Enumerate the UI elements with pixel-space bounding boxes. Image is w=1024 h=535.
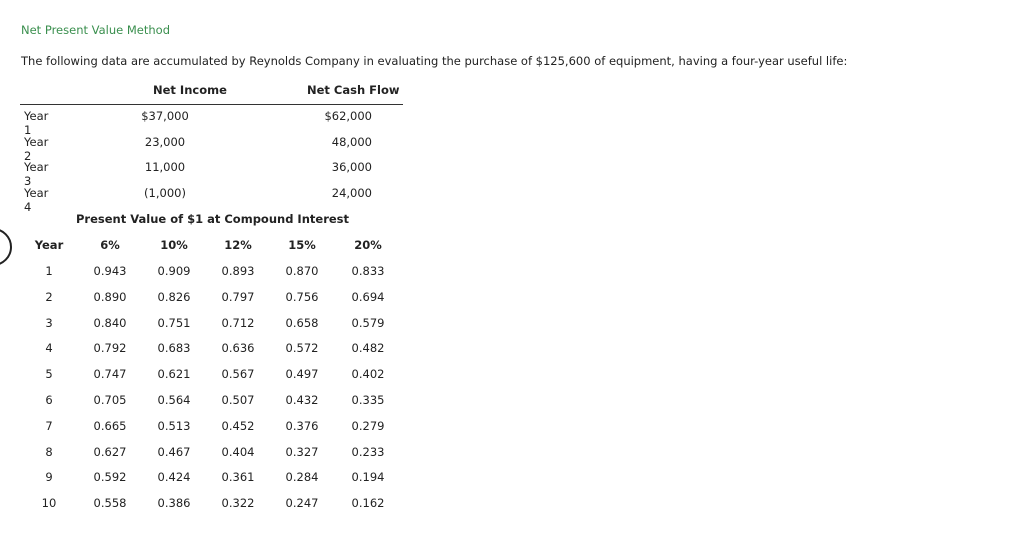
pv-factor-cell: 0.247 (285, 496, 319, 511)
pv-factor-cell: 0.890 (93, 289, 127, 304)
net-cash-flow-value: 36,000 (331, 160, 372, 174)
pv-factor-cell: 0.284 (285, 470, 319, 485)
pv-factor-cell: 0.797 (221, 289, 255, 304)
pv-factor-cell: 0.335 (351, 393, 385, 407)
circle-marker-icon (0, 228, 12, 266)
net-cash-flow-value: $62,000 (324, 109, 372, 123)
pv-factor-cell: 0.636 (221, 341, 255, 356)
net-income-value: $37,000 (141, 109, 189, 123)
pv-factor-cell: 0.826 (157, 289, 191, 304)
year-cell: 4 (45, 341, 53, 356)
pv-table-title: Present Value of $1 at Compound Interest (76, 212, 350, 226)
year-cell: 1 (45, 264, 53, 278)
year-label: Year 2 (24, 135, 49, 163)
pv-factor-cell: 0.893 (221, 264, 255, 278)
pv-factor-cell: 0.665 (93, 418, 127, 433)
pv-factor-cell: 0.558 (93, 496, 127, 511)
pv-factor-cell: 0.683 (157, 341, 191, 356)
net-cash-flow-value: 48,000 (331, 135, 372, 149)
pv-factor-cell: 0.840 (93, 315, 127, 330)
net-cash-flow-header: Net Cash Flow (307, 83, 400, 97)
year-label: Year 1 (24, 109, 49, 137)
rate-15-header: 15% (288, 238, 316, 252)
pv-factor-cell: 0.751 (157, 315, 191, 330)
pv-factor-cell: 0.756 (285, 289, 319, 304)
pv-factor-cell: 0.376 (285, 418, 319, 433)
pv-factor-cell: 0.833 (351, 264, 385, 278)
pv-factor-cell: 0.327 (285, 444, 319, 459)
pv-factor-cell: 0.567 (221, 367, 255, 382)
pv-factor-cell: 0.424 (157, 470, 191, 485)
year-cell: 9 (45, 470, 53, 485)
pv-factor-cell: 0.402 (351, 367, 385, 382)
year-cell: 2 (45, 289, 53, 304)
year-label: Year 3 (24, 160, 49, 188)
pv-factor-cell: 0.497 (285, 367, 319, 382)
pv-factor-cell: 0.705 (93, 393, 127, 407)
year-cell: 10 (41, 496, 57, 511)
pv-factor-cell: 0.909 (157, 264, 191, 278)
pv-factor-cell: 0.322 (221, 496, 255, 511)
pv-factor-cell: 0.452 (221, 418, 255, 433)
net-cash-flow-value: 24,000 (331, 186, 372, 200)
pv-factor-cell: 0.579 (351, 315, 385, 330)
year-header: Year (34, 238, 64, 252)
pv-factor-cell: 0.627 (93, 444, 127, 459)
pv-factor-cell: 0.572 (285, 341, 319, 356)
year-cell: 5 (45, 367, 53, 382)
pv-factor-cell: 0.361 (221, 470, 255, 485)
pv-factor-cell: 0.870 (285, 264, 319, 278)
rate-6-header: 6% (100, 238, 120, 252)
pv-factor-cell: 0.621 (157, 367, 191, 382)
intro-text: The following data are accumulated by Reynolds Company in evaluating the purchase of $125,600 of equipment, having a four-year useful life: (21, 54, 848, 68)
header-divider (20, 104, 403, 105)
rate-10-header: 10% (160, 238, 188, 252)
page-title: Net Present Value Method (21, 23, 171, 37)
pv-factor-cell: 0.564 (157, 393, 191, 407)
rate-20-header: 20% (354, 238, 382, 252)
year-label: Year 4 (24, 186, 49, 214)
pv-factor-cell: 0.386 (157, 496, 191, 511)
pv-factor-cell: 0.194 (351, 470, 385, 485)
pv-factor-cell: 0.507 (221, 393, 255, 407)
year-cell: 7 (45, 418, 53, 433)
pv-factor-cell: 0.279 (351, 418, 385, 433)
pv-factor-cell: 0.513 (157, 418, 191, 433)
pv-factor-cell: 0.233 (351, 444, 385, 459)
pv-factor-cell: 0.943 (93, 264, 127, 278)
rate-12-header: 12% (224, 238, 252, 252)
net-income-value: 11,000 (144, 160, 186, 174)
pv-factor-cell: 0.404 (221, 444, 255, 459)
pv-factor-cell: 0.658 (285, 315, 319, 330)
pv-factor-cell: 0.694 (351, 289, 385, 304)
pv-factor-cell: 0.712 (221, 315, 255, 330)
pv-factor-cell: 0.592 (93, 470, 127, 485)
net-income-value: (1,000) (144, 186, 186, 200)
pv-factor-cell: 0.482 (351, 341, 385, 356)
net-income-value: 23,000 (144, 135, 186, 149)
pv-factor-cell: 0.467 (157, 444, 191, 459)
year-cell: 8 (45, 444, 53, 459)
pv-factor-cell: 0.747 (93, 367, 127, 382)
year-cell: 3 (45, 315, 53, 330)
net-income-header: Net Income (153, 83, 227, 97)
pv-factor-cell: 0.162 (351, 496, 385, 511)
pv-factor-cell: 0.792 (93, 341, 127, 356)
pv-factor-cell: 0.432 (285, 393, 319, 407)
year-cell: 6 (45, 393, 53, 407)
